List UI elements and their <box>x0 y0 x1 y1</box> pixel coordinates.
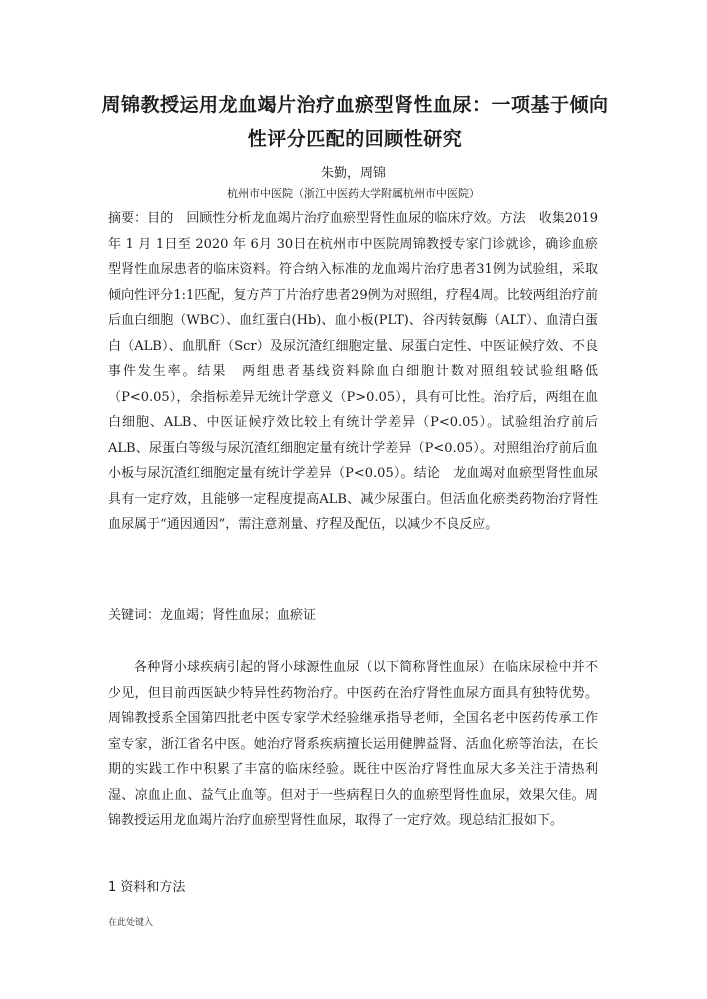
paper-title-line-2: 性评分匹配的回顾性研究 <box>247 128 463 150</box>
authors: 朱勤，周锦 <box>320 166 386 181</box>
paper-title-line-1: 周锦教授运用龙血竭片治疗血瘀型肾性血尿：一项基于倾向 <box>101 94 609 116</box>
section-heading: 1 资料和方法 <box>108 880 186 895</box>
footer-placeholder[interactable]: 在此处键入 <box>108 918 154 928</box>
intro-paragraph: 各种肾小球疾病引起的肾小球源性血尿（以下简称肾性血尿）在临床尿检中并不少见，但目前西医缺少特异性药物治疗。中医药在治疗肾性血尿方面具有独特优势。周锦教授系全国第四批老中医专家学术经验继承指导老师，全国名老中医药传承工作室专家，浙江省名中医。她治疗肾系疾病擅长运用健脾益肾、活血化瘀等治法，在长期的实践工作中积累了丰富的临床经验。既往中医治疗肾性血尿大多关注于清热利湿、凉血止血、益气止血等。但对于一些病程日久的血瘀型肾性血尿，效果欠佳。周锦教授运用龙血竭片治疗血瘀型肾性血尿，取得了一定疗效。现总结汇报如下。 <box>108 660 598 828</box>
abstract-text: 目的 回顾性分析龙血竭片治疗血瘀型肾性血尿的临床疗效。方法 收集2019 年 1 月 1日至 2020 年 6月 30日在杭州市中医院周锦教授专家门诊就诊，确诊血瘀型肾性血尿患者的临床资料。符合纳入标准的龙血竭片治疗患者31例为试验组，采取倾向性评分1:1匹配，复方芦丁片治疗患者29例为对照组，疗程4周。比较两组治疗前后血白细胞（WBC）、血红蛋白(Hb)、血小板(PLT)、谷丙转氨酶（ALT）、血清白蛋白（ALB）、血肌酐（Scr）及尿沉渣红细胞定量、尿蛋白定性、中医证候疗效、不良事件发生率。结果 两组患者基线资料除血白细胞计数对照组较试验组略低（P<0.05），余指标差异无统计学意义（P>0.05），具有可比性。治疗后，两组在血白细胞、ALB、中医证候疗效比较上有统计学差异（P<0.05）。试验组治疗前后ALB、尿蛋白等级与尿沉渣红细胞定量有统计学差异（P<0.05）。对照组治疗前后血小板与尿沉渣红细胞定量有统计学差异（P<0.05）。结论 龙血竭对血瘀型肾性血尿具有一定疗效，且能够一定程度提高ALB、减少尿蛋白。但活血化瘀类药物治疗肾性血尿属于“通因通因”，需注意剂量、疗程及配伍，以减少不良反应。 <box>108 211 598 532</box>
affiliation: 杭州市中医院（浙江中医药大学附属杭州市中医院） <box>227 187 480 200</box>
keywords: 关键词：龙血竭；肾性血尿；血瘀证 <box>108 608 317 623</box>
abstract-label: 摘要： <box>108 211 148 226</box>
abstract <box>108 206 598 538</box>
